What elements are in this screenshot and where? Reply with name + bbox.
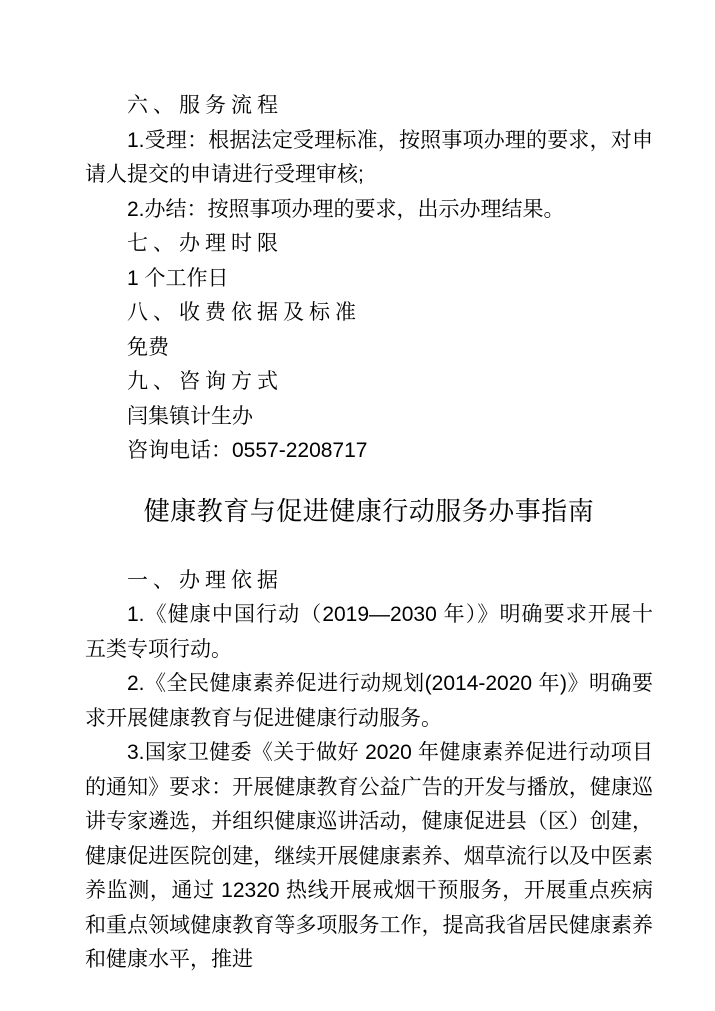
section-heading: 六、服务流程 <box>127 94 283 117</box>
paragraph: 1.受理：根据法定受理标准，按照事项办理的要求，对申请人提交的申请进行受理审核; <box>85 128 653 186</box>
paragraph: 3.国家卫健委《关于做好 2020 年健康素养促进行动项目的通知》要求：开展健康教育公益广告的开发与播放，健康巡讲专家遴选，并组织健康巡讲活动，健康促进县（区）创建，健康促进医院创建，继续开展健康素养、烟草流行以及中医素养监测，通过 12320 热线开展戒烟干预服务，开展重点疾病和重点领域健康教育等多项服务工作，提高我省居民健康素养和健康水平，推进 <box>85 741 653 971</box>
section-heading: 一、办理依据 <box>127 568 283 592</box>
paragraph: 2.《全民健康素养促进行动规划(2014-2020 年)》明确要求开展健康教育与促进健康行动服务。 <box>85 672 653 730</box>
document-title: 健康教育与促进健康行动服务办事指南 <box>143 495 595 526</box>
paragraph: 1 个工作日 <box>127 266 229 290</box>
paragraph: 1.《健康中国行动（2019—2030 年）》明确要求开展十五类专项行动。 <box>85 603 653 661</box>
paragraph: 咨询电话：0557-2208717 <box>127 439 368 462</box>
section-heading: 九、咨询方式 <box>127 370 283 393</box>
section-heading: 七、办理时限 <box>127 232 283 255</box>
paragraph: 免费 <box>127 335 169 359</box>
paragraph: 闫集镇计生办 <box>127 404 253 428</box>
document-body <box>85 89 653 978</box>
paragraph: 2.办结：按照事项办理的要求，出示办理结果。 <box>127 197 565 221</box>
section-heading: 八、收费依据及标准 <box>127 301 361 324</box>
